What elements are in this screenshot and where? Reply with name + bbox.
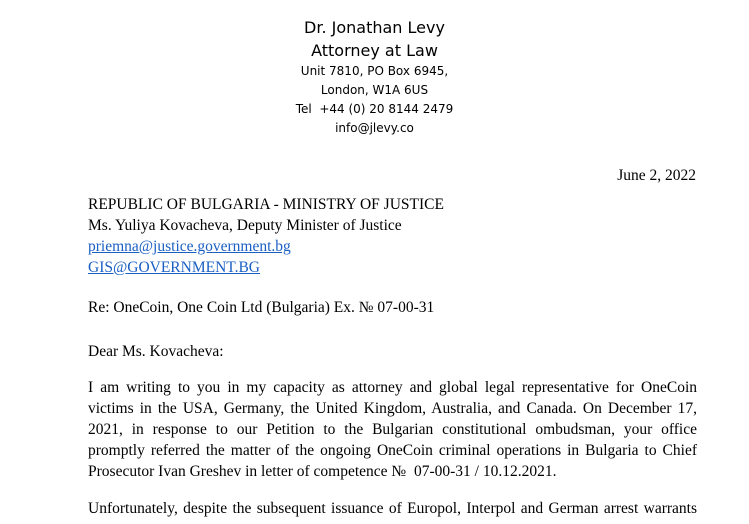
sender-address-line-2: London, W1A 6US (320, 83, 429, 97)
body-paragraph-1 (88, 377, 697, 482)
recipient-organization: REPUBLIC OF BULGARIA - MINISTRY OF JUSTICE (88, 196, 444, 213)
subject-line: Re: OneCoin, One Coin Ltd (Bulgaria) Ex. № 07-00-31 (88, 299, 435, 316)
salutation: Dear Ms. Kovacheva: (88, 343, 224, 360)
paragraph-line: Unfortunately, despite the subsequent issuance of Europol, Interpol and German arrest warrants (88, 500, 697, 517)
sender-title: Attorney at Law (311, 41, 438, 60)
sender-name: Dr. Jonathan Levy (304, 18, 445, 37)
recipient-block (88, 194, 444, 278)
paragraph-line: Prosecutor Ivan Greshev in letter of competence № 07-00-31 / 10.12.2021. (88, 463, 557, 480)
letterhead (0, 16, 749, 138)
paragraph-line: I am writing to you in my capacity as attorney and global legal representative for OneCoin (88, 379, 697, 396)
paragraph-line: promptly referred the matter of the ongoing OneCoin criminal operations in Bulgaria to Chief (88, 442, 697, 459)
recipient-person: Ms. Yuliya Kovacheva, Deputy Minister of Justice (88, 217, 402, 234)
recipient-email-link-1[interactable]: priemna@justice.government.bg (88, 238, 291, 255)
paragraph-line: 2021, in response to our Petition to the Bulgarian constitutional ombudsman, your office (88, 421, 697, 438)
letter-date: June 2, 2022 (617, 167, 696, 184)
sender-address-line-1: Unit 7810, PO Box 6945, (300, 64, 449, 78)
sender-phone: Tel +44 (0) 20 8144 2479 (295, 102, 454, 116)
body-paragraph-2 (88, 498, 697, 519)
recipient-email-link-2[interactable]: GIS@GOVERNMENT.BG (88, 259, 260, 276)
sender-email: info@jlevy.co (335, 121, 414, 135)
paragraph-line: victims in the USA, Germany, the United Kingdom, Australia, and Canada. On December 17, (88, 400, 697, 417)
